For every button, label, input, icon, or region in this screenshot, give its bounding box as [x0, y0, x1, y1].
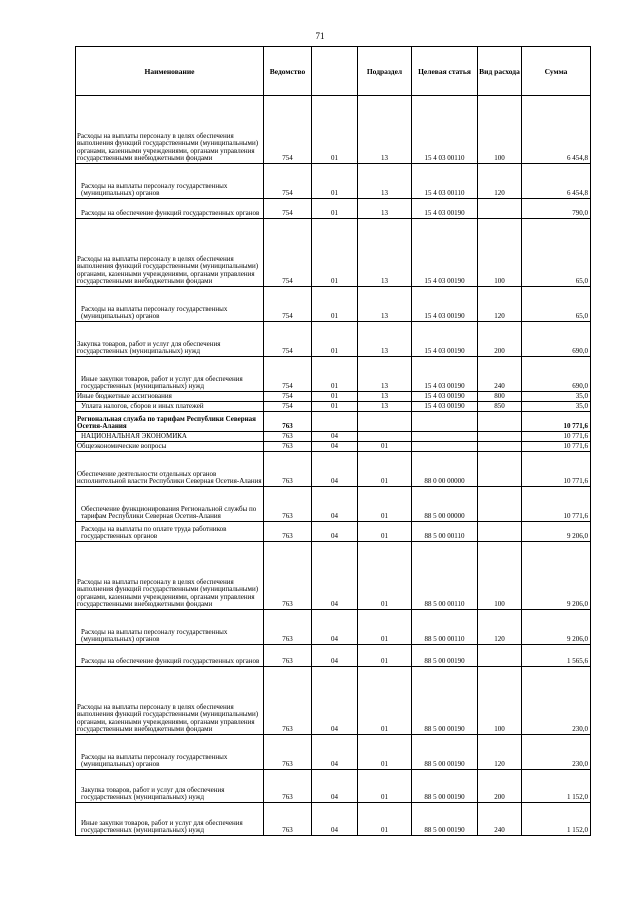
header-expense-type: Вид расхода [478, 47, 522, 96]
cell-expense-type [478, 452, 522, 487]
table-row [76, 392, 591, 402]
cell-podrazdel: 13 [358, 392, 412, 402]
cell-name: Обеспечение функционирования Региональной службы по тарифам Республики Северная Осетия-Алания [76, 487, 264, 522]
cell-target-article: 88 0 00 00000 [412, 452, 478, 487]
cell-podrazdel: 01 [358, 522, 412, 542]
table-row [76, 412, 591, 432]
cell-ved: 763 [264, 522, 312, 542]
table-row [76, 645, 591, 667]
table-row [76, 322, 591, 357]
cell-target-article: 88 5 00 00110 [412, 542, 478, 610]
cell-sum: 230,0 [522, 735, 591, 770]
cell-target-article: 15 4 03 00190 [412, 219, 478, 287]
cell-name: Расходы на выплаты персоналу в целях обеспечения выполнения функций государственными (муниципальными) органами, казенными учреждениями, органами управления государственными внебюджетными фондами [76, 542, 264, 610]
cell-sum: 35,0 [522, 392, 591, 402]
cell-expense-type: 120 [478, 735, 522, 770]
table-row [76, 542, 591, 610]
cell-razdel: 01 [312, 357, 358, 392]
cell-name: Расходы на выплаты персоналу государственных (муниципальных) органов [76, 287, 264, 322]
cell-razdel: 04 [312, 442, 358, 452]
cell-sum: 9 206,0 [522, 522, 591, 542]
cell-expense-type [478, 442, 522, 452]
cell-ved: 754 [264, 199, 312, 219]
cell-name: Расходы на выплаты персоналу государственных (муниципальных) органов [76, 164, 264, 199]
cell-expense-type: 200 [478, 322, 522, 357]
cell-razdel: 04 [312, 803, 358, 836]
cell-expense-type: 120 [478, 610, 522, 645]
cell-expense-type: 100 [478, 219, 522, 287]
cell-ved: 763 [264, 667, 312, 735]
cell-podrazdel: 13 [358, 402, 412, 412]
cell-expense-type: 120 [478, 164, 522, 199]
cell-sum: 230,0 [522, 667, 591, 735]
cell-target-article: 15 4 03 00190 [412, 287, 478, 322]
cell-sum: 1 565,6 [522, 645, 591, 667]
cell-razdel: 01 [312, 199, 358, 219]
header-name: Наименование [76, 47, 264, 96]
cell-ved: 763 [264, 452, 312, 487]
cell-ved: 763 [264, 412, 312, 432]
cell-podrazdel: 01 [358, 442, 412, 452]
cell-ved: 763 [264, 432, 312, 442]
header-ved: Ведомство [264, 47, 312, 96]
cell-podrazdel: 01 [358, 452, 412, 487]
cell-name: Расходы на выплаты персоналу государственных (муниципальных) органов [76, 610, 264, 645]
cell-target-article: 88 5 00 00190 [412, 803, 478, 836]
table-row [76, 770, 591, 803]
cell-expense-type: 240 [478, 803, 522, 836]
cell-expense-type: 850 [478, 402, 522, 412]
cell-target-article: 15 4 03 00190 [412, 402, 478, 412]
cell-razdel: 04 [312, 610, 358, 645]
cell-target-article: 88 5 00 00190 [412, 645, 478, 667]
cell-ved: 763 [264, 735, 312, 770]
cell-name: Расходы на обеспечение функций государственных органов [76, 199, 264, 219]
cell-razdel: 04 [312, 542, 358, 610]
cell-sum: 1 152,0 [522, 803, 591, 836]
cell-name: НАЦИОНАЛЬНАЯ ЭКОНОМИКА [76, 432, 264, 442]
cell-razdel: 01 [312, 164, 358, 199]
cell-razdel: 04 [312, 667, 358, 735]
cell-name: Уплата налогов, сборов и иных платежей [76, 402, 264, 412]
cell-podrazdel: 13 [358, 322, 412, 357]
table-row [76, 487, 591, 522]
cell-sum: 6 454,8 [522, 164, 591, 199]
cell-razdel: 04 [312, 432, 358, 442]
cell-name: Общеэкономические вопросы [76, 442, 264, 452]
cell-target-article: 15 4 03 00190 [412, 392, 478, 402]
cell-name: Региональная служба по тарифам Республики Северная Осетия-Алания [76, 412, 264, 432]
cell-name: Иные бюджетные ассигнования [76, 392, 264, 402]
table-header-row [76, 47, 591, 96]
cell-name: Расходы на выплаты персоналу в целях обеспечения выполнения функций государственными (муниципальными) органами, казенными учреждениями, органами управления государственными внебюджетными фондами [76, 667, 264, 735]
table-row [76, 432, 591, 442]
cell-name: Обеспечение деятельности отдельных органов исполнительной власти Республики Северная Осетия-Алания [76, 452, 264, 487]
cell-expense-type: 120 [478, 287, 522, 322]
cell-podrazdel: 01 [358, 770, 412, 803]
cell-razdel: 01 [312, 392, 358, 402]
cell-target-article [412, 432, 478, 442]
cell-target-article: 88 5 00 00190 [412, 667, 478, 735]
cell-ved: 754 [264, 322, 312, 357]
cell-razdel: 01 [312, 96, 358, 164]
cell-podrazdel: 01 [358, 735, 412, 770]
cell-target-article: 88 5 00 00190 [412, 735, 478, 770]
cell-name: Расходы на выплаты персоналу в целях обеспечения выполнения функций государственными (муниципальными) органами, казенными учреждениями, органами управления государственными внебюджетными фондами [76, 96, 264, 164]
table-row [76, 442, 591, 452]
cell-podrazdel [358, 412, 412, 432]
cell-target-article: 15 4 03 00190 [412, 357, 478, 392]
cell-ved: 754 [264, 96, 312, 164]
cell-expense-type: 100 [478, 667, 522, 735]
cell-expense-type: 200 [478, 770, 522, 803]
table-body [76, 96, 591, 836]
cell-ved: 754 [264, 357, 312, 392]
cell-expense-type [478, 487, 522, 522]
cell-sum: 10 771,6 [522, 452, 591, 487]
page-number: 71 [315, 31, 325, 41]
cell-target-article [412, 412, 478, 432]
cell-expense-type: 100 [478, 542, 522, 610]
cell-ved: 763 [264, 770, 312, 803]
cell-razdel: 04 [312, 770, 358, 803]
cell-sum: 10 771,6 [522, 412, 591, 432]
cell-target-article [412, 442, 478, 452]
cell-ved: 754 [264, 164, 312, 199]
cell-sum: 10 771,6 [522, 487, 591, 522]
cell-name: Иные закупки товаров, работ и услуг для обеспечения государственных (муниципальных) нужд [76, 357, 264, 392]
table-row [76, 199, 591, 219]
cell-razdel: 04 [312, 645, 358, 667]
table-row [76, 164, 591, 199]
cell-expense-type [478, 432, 522, 442]
cell-target-article: 88 5 00 00000 [412, 487, 478, 522]
cell-name: Закупка товаров, работ и услуг для обеспечения государственных (муниципальных) нужд [76, 770, 264, 803]
cell-razdel: 01 [312, 287, 358, 322]
cell-sum: 35,0 [522, 402, 591, 412]
cell-podrazdel: 01 [358, 645, 412, 667]
cell-ved: 763 [264, 803, 312, 836]
cell-podrazdel: 13 [358, 219, 412, 287]
cell-name: Расходы на выплаты персоналу в целях обеспечения выполнения функций государственными (муниципальными) органами, казенными учреждениями, органами управления государственными внебюджетными фондами [76, 219, 264, 287]
cell-sum: 9 206,0 [522, 610, 591, 645]
cell-podrazdel: 13 [358, 199, 412, 219]
cell-name: Закупка товаров, работ и услуг для обеспечения государственных (муниципальных) нужд [76, 322, 264, 357]
cell-expense-type [478, 412, 522, 432]
cell-razdel: 04 [312, 735, 358, 770]
cell-ved: 754 [264, 402, 312, 412]
cell-sum: 790,0 [522, 199, 591, 219]
cell-ved: 763 [264, 487, 312, 522]
budget-table [75, 46, 591, 836]
cell-sum: 9 206,0 [522, 542, 591, 610]
cell-sum: 6 454,8 [522, 96, 591, 164]
cell-podrazdel: 13 [358, 164, 412, 199]
cell-ved: 763 [264, 645, 312, 667]
cell-podrazdel: 01 [358, 610, 412, 645]
table-row [76, 357, 591, 392]
cell-expense-type [478, 522, 522, 542]
table-row [76, 735, 591, 770]
cell-target-article: 15 4 03 00190 [412, 199, 478, 219]
cell-name: Расходы на обеспечение функций государственных органов [76, 645, 264, 667]
cell-sum: 65,0 [522, 219, 591, 287]
table-row [76, 96, 591, 164]
cell-ved: 754 [264, 287, 312, 322]
cell-razdel: 01 [312, 322, 358, 357]
cell-podrazdel [358, 432, 412, 442]
cell-name: Иные закупки товаров, работ и услуг для обеспечения государственных (муниципальных) нужд [76, 803, 264, 836]
cell-razdel: 04 [312, 452, 358, 487]
cell-podrazdel: 13 [358, 287, 412, 322]
cell-podrazdel: 01 [358, 667, 412, 735]
header-razdel [312, 47, 358, 96]
cell-sum: 10 771,6 [522, 442, 591, 452]
cell-target-article: 88 5 00 00110 [412, 610, 478, 645]
cell-podrazdel: 13 [358, 96, 412, 164]
cell-razdel: 04 [312, 522, 358, 542]
cell-razdel: 01 [312, 219, 358, 287]
cell-target-article: 88 5 00 00190 [412, 770, 478, 803]
table-row [76, 402, 591, 412]
table-row [76, 219, 591, 287]
cell-ved: 763 [264, 542, 312, 610]
table-row [76, 452, 591, 487]
cell-razdel: 04 [312, 487, 358, 522]
cell-sum: 10 771,6 [522, 432, 591, 442]
cell-expense-type: 100 [478, 96, 522, 164]
cell-podrazdel: 01 [358, 542, 412, 610]
cell-expense-type: 240 [478, 357, 522, 392]
cell-ved: 754 [264, 392, 312, 402]
cell-ved: 754 [264, 219, 312, 287]
cell-expense-type: 800 [478, 392, 522, 402]
cell-sum: 65,0 [522, 287, 591, 322]
header-sum: Сумма [522, 47, 591, 96]
cell-target-article: 15 4 03 00110 [412, 164, 478, 199]
table-row [76, 522, 591, 542]
cell-target-article: 88 5 00 00110 [412, 522, 478, 542]
cell-sum: 1 152,0 [522, 770, 591, 803]
table-row [76, 287, 591, 322]
cell-sum: 690,0 [522, 322, 591, 357]
cell-name: Расходы на выплаты по оплате труда работников государственных органов [76, 522, 264, 542]
cell-name: Расходы на выплаты персоналу государственных (муниципальных) органов [76, 735, 264, 770]
table-row [76, 667, 591, 735]
cell-razdel: 01 [312, 402, 358, 412]
table-row [76, 610, 591, 645]
header-podrazdel: Подраздел [358, 47, 412, 96]
cell-target-article: 15 4 03 00190 [412, 322, 478, 357]
cell-expense-type [478, 199, 522, 219]
cell-podrazdel: 13 [358, 357, 412, 392]
table-row [76, 803, 591, 836]
cell-podrazdel: 01 [358, 487, 412, 522]
header-target-article: Целевая статья [412, 47, 478, 96]
cell-target-article: 15 4 03 00110 [412, 96, 478, 164]
cell-expense-type [478, 645, 522, 667]
cell-razdel [312, 412, 358, 432]
cell-ved: 763 [264, 442, 312, 452]
cell-sum: 690,0 [522, 357, 591, 392]
cell-ved: 763 [264, 610, 312, 645]
cell-podrazdel: 01 [358, 803, 412, 836]
